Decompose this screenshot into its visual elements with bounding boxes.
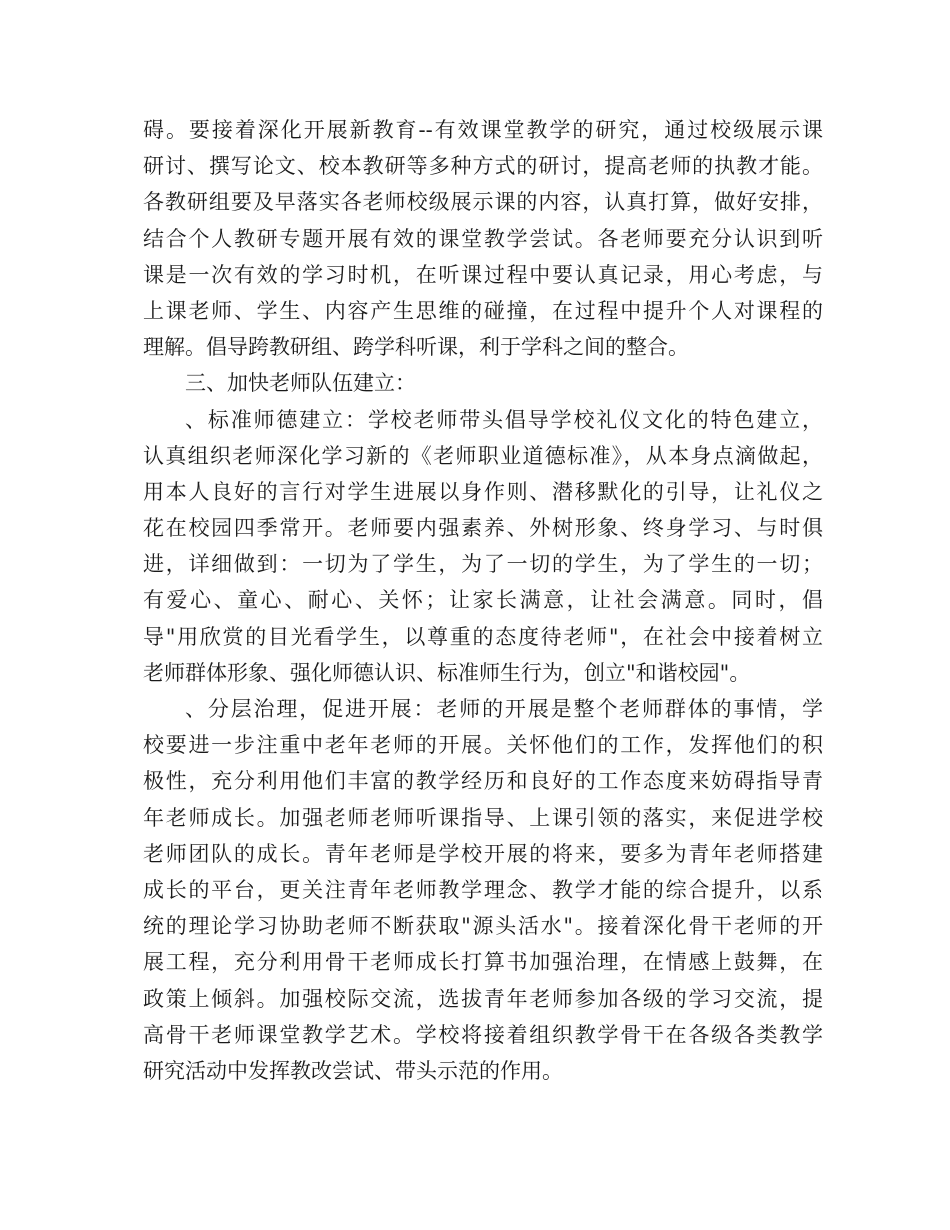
text-line: 政策上倾斜。加强校际交流，选拔青年老师参加各级的学习交流，提 (143, 986, 823, 1011)
text-line: 碍。要接着深化开展新教育--有效课堂教学的研究，通过校级展示课 (143, 118, 823, 142)
text-line: 老师群体形象、强化师德认识、标准师生行为，创立"和谐校园"。 (143, 660, 751, 685)
text-line: 认真组织老师深化学习新的《老师职业道德标准》，从本身点滴做起， (143, 443, 823, 468)
text-line: 校要进一步注重中老年老师的开展。关怀他们的工作，发挥他们的积 (143, 733, 823, 758)
text-line: 极性，充分利用他们丰富的教学经历和良好的工作态度来妨碍指导青 (143, 769, 823, 794)
text-line: 展工程，充分利用骨干老师成长打算书加强治理，在情感上鼓舞，在 (143, 950, 823, 975)
text-line: 上课老师、学生、内容产生思维的碰撞，在过程中提升个人对课程的 (143, 298, 823, 323)
text-line: 高骨干老师课堂教学艺术。学校将接着组织教学骨干在各级各类教学 (143, 1022, 823, 1047)
text-line: 、分层治理，促进开展：老师的开展是整个老师群体的事情，学 (185, 697, 823, 721)
paragraph (143, 365, 823, 401)
text-line: 用本人良好的言行对学生进展以身作则、潜移默化的引导，让礼仪之 (143, 479, 823, 504)
text-line: 研究活动中发挥教改尝试、带头示范的作用。 (143, 1058, 563, 1083)
text-line: 年老师成长。加强老师老师听课指导、上课引领的落实，来促进学校 (143, 805, 823, 830)
text-line: 统的理论学习协助老师不断获取"源头活水"。接着深化骨干老师的开 (143, 914, 823, 939)
text-line: 有爱心、童心、耐心、关怀；让家长满意，让社会满意。同时，倡 (143, 588, 823, 613)
text-line: 进，详细做到：一切为了学生，为了一切的学生，为了学生的一切； (143, 552, 823, 577)
paragraph (143, 691, 823, 1089)
text-line: 三、加快老师队伍建立： (185, 371, 416, 396)
text-line: 研讨、撰写论文、校本教研等多种方式的研讨，提高老师的执教才能。 (143, 154, 823, 179)
text-line: 成长的平台，更关注青年老师教学理念、教学才能的综合提升，以系 (143, 877, 823, 902)
paragraph (143, 402, 823, 692)
document-body (143, 112, 823, 1089)
text-line: 理解。倡导跨教研组、跨学科听课，利于学科之间的整合。 (143, 335, 689, 360)
text-line: 老师团队的成长。青年老师是学校开展的将来，要多为青年老师搭建 (143, 841, 823, 866)
paragraph (143, 112, 823, 365)
text-line: 各教研组要及早落实各老师校级展示课的内容，认真打算，做好安排， (143, 190, 823, 215)
text-line: 课是一次有效的学习时机，在听课过程中要认真记录，用心考虑，与 (143, 262, 823, 287)
text-line: 花在校园四季常开。老师要内强素养、外树形象、终身学习、与时俱 (143, 516, 823, 541)
text-line: 、标准师德建立：学校老师带头倡导学校礼仪文化的特色建立， (185, 407, 823, 432)
text-line: 导"用欣赏的目光看学生，以尊重的态度待老师"，在社会中接着树立 (143, 624, 823, 649)
text-line: 结合个人教研专题开展有效的课堂教学尝试。各老师要充分认识到听 (143, 226, 823, 251)
